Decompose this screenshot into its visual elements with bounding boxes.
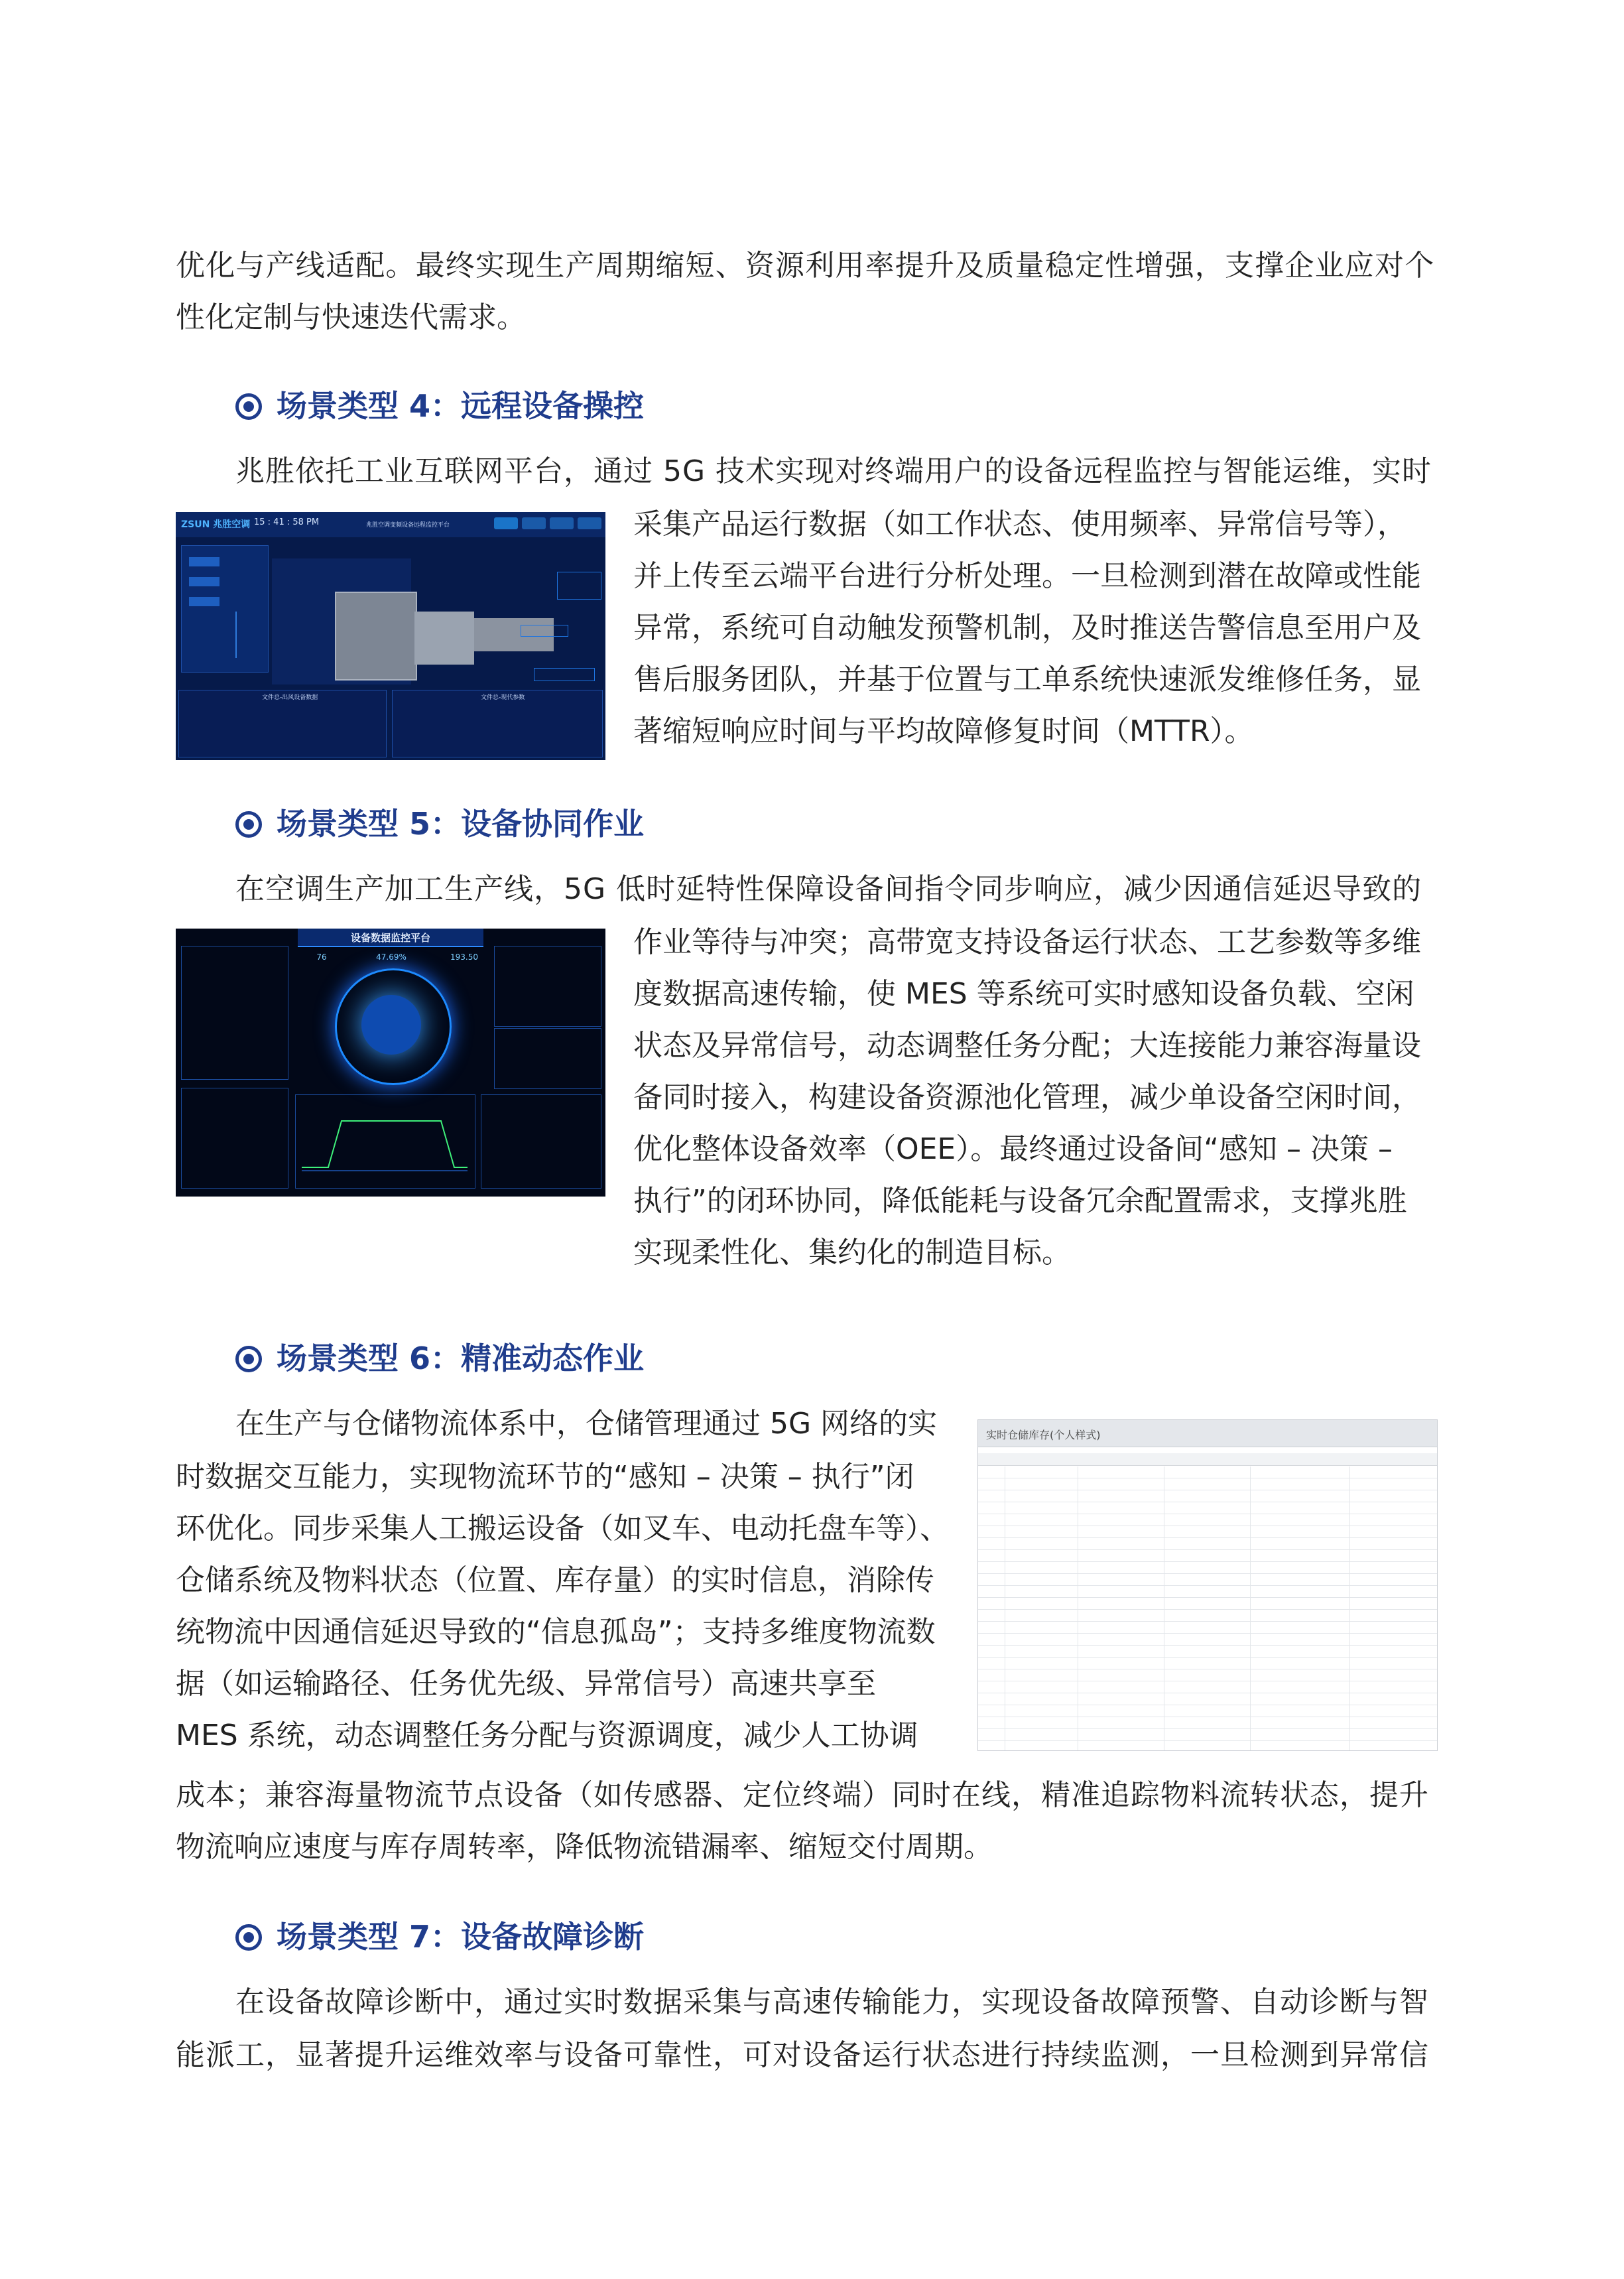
inventory-table-screenshot (977, 1419, 1438, 1751)
body-line: 状态及异常信号，动态调整任务分配；大连接能力兼容海量设 (633, 1029, 1421, 1063)
section-heading-7 (235, 1917, 644, 1957)
section-5-paragraph (633, 917, 1436, 1279)
body-line: 优化整体设备效率（OEE）。最终通过设备间“感知 – 决策 – (633, 1132, 1393, 1166)
column-divider (1349, 1466, 1350, 1750)
body-line: 度数据高速传输，使 MES 等系统可实时感知设备负载、空闲 (633, 977, 1414, 1011)
remote-monitoring-screenshot (176, 512, 605, 760)
info-tag (189, 597, 219, 606)
stat-value: 47.69% (376, 952, 406, 962)
header-button (550, 517, 574, 529)
body-line: 据（如运输路径、任务优先级、异常信号）高速共享至 (176, 1667, 876, 1701)
equipment-unit (414, 612, 474, 665)
platform-title: 设备数据监控平台 (350, 932, 430, 944)
stat-value: 76 (316, 952, 327, 962)
intro-line: 性化定制与快速迭代需求。 (176, 300, 526, 334)
header-button (494, 517, 518, 529)
header-button (522, 517, 546, 529)
section-4-paragraph (633, 499, 1436, 757)
section-6-tail (176, 1770, 1436, 1873)
intro-line: 优化与产线适配。最终实现生产周期缩短、资源利用率提升及质量稳定性增强，支撑企业应对个 (176, 249, 1435, 283)
body-line: 在设备故障诊断中，通过实时数据采集与高速传输能力，实现设备故障预警、自动诊断与智 (235, 1985, 1429, 2019)
series-line (302, 1121, 468, 1167)
bullet-circle-icon (235, 811, 262, 838)
right-top-panel (494, 946, 601, 1027)
info-tag (189, 557, 219, 566)
left-top-panel (181, 946, 288, 1080)
body-line: 成本；兼容海量物流节点设备（如传感器、定位终端）同时在线，精准追踪物料流转状态，提升 (176, 1778, 1429, 1812)
section-6-first-line (235, 1398, 965, 1450)
body-line: 时数据交互能力，实现物流环节的“感知 – 决策 – 执行”闭 (176, 1460, 914, 1494)
bottom-panel-right-title: 文件总-现代参数 (481, 694, 525, 701)
body-line: 售后服务团队，并基于位置与工单系统快速派发维修任务，显 (633, 663, 1421, 696)
header-button (578, 517, 601, 529)
bar-chart-panel (481, 1094, 601, 1189)
body-line: 执行”的闭环协同，降低能耗与设备冗余配置需求，支撑兆胜 (633, 1184, 1407, 1218)
section-heading-5 (235, 804, 644, 844)
body-line: 兆胜依托工业互联网平台，通过 5G 技术实现对终端用户的设备远程监控与智能运维，实时 (235, 454, 1432, 488)
bottom-panel-left-title: 文件总-出风设备数据 (262, 694, 318, 701)
section-7-first-line (235, 1977, 1436, 2028)
section-5-first-line (235, 864, 1436, 915)
heading-text: 场景类型 6：精准动态作业 (277, 1340, 645, 1376)
body-line: 在生产与仓储物流体系中，仓储管理通过 5G 网络的实 (235, 1407, 938, 1441)
info-tag (189, 577, 219, 586)
body-line: 著缩短响应时间与平均故障修复时间（MTTR）。 (633, 714, 1254, 748)
body-line: 并上传至云端平台进行分析处理。一旦检测到潜在故障或性能 (633, 559, 1421, 593)
body-line: 统物流中因通信延迟导致的“信息孤岛”；支持多维度物流数 (176, 1615, 936, 1649)
globe-core-icon (361, 995, 421, 1055)
body-line: 实现柔性化、集约化的制造目标。 (633, 1236, 1071, 1270)
brand-logo: ZSUN 兆胜空调 (181, 519, 251, 530)
bullet-circle-icon (235, 1924, 262, 1951)
body-line: MES 系统，动态调整任务分配与资源调度，减少人工协调 (176, 1719, 918, 1752)
column-divider (1250, 1466, 1251, 1750)
heading-text: 场景类型 4：远程设备操控 (277, 388, 645, 424)
body-line: 作业等待与冲突；高带宽支持设备运行状态、工艺参数等多维 (633, 925, 1421, 959)
intro-paragraph (176, 240, 1436, 344)
heading-text: 场景类型 5：设备协同作业 (277, 806, 645, 842)
left-bottom-panel (181, 1088, 288, 1189)
right-readout-box (557, 572, 601, 600)
device-monitoring-screenshot (176, 929, 605, 1197)
section-7-paragraph (176, 2030, 1436, 2081)
table-header (978, 1453, 1437, 1466)
right-readout-box (521, 625, 568, 637)
equipment-unit (335, 592, 417, 681)
stat-value: 193.50 (450, 952, 478, 962)
body-line: 物流响应速度与库存周转率，降低物流错漏率、缩短交付周期。 (176, 1830, 993, 1864)
section-heading-4 (235, 386, 644, 426)
right-middle-panel (494, 1028, 601, 1089)
section-6-paragraph (176, 1451, 965, 1762)
body-line: 仓储系统及物料状态（位置、库存量）的实时信息，消除传 (176, 1563, 934, 1597)
table-body (978, 1466, 1437, 1750)
body-line: 备同时接入，构建设备资源池化管理，减少单设备空闲时间， (633, 1080, 1421, 1114)
body-line: 环优化。同步采集人工搬运设备（如叉车、电动托盘车等）、 (176, 1512, 949, 1545)
line-chart-plot (302, 1108, 468, 1181)
table-title: 实时仓储库存(个人样式) (986, 1429, 1101, 1441)
section-4-first-line (235, 446, 1436, 497)
body-line: 采集产品运行数据（如工作状态、使用频率、异常信号等）， (633, 507, 1406, 541)
bullet-circle-icon (235, 393, 262, 420)
body-line: 能派工，显著提升运维效率与设备可靠性，可对设备运行状态进行持续监测，一旦检测到异常信 (176, 2038, 1429, 2072)
bullet-circle-icon (235, 1346, 262, 1372)
body-line: 异常，系统可自动触发预警机制，及时推送告警信息至用户及 (633, 611, 1421, 645)
data-column (235, 612, 263, 658)
heading-text: 场景类型 7：设备故障诊断 (277, 1919, 645, 1955)
section-heading-6 (235, 1338, 644, 1378)
clock-readout: 15 : 41 : 58 PM (254, 517, 320, 527)
right-readout-box (534, 668, 595, 681)
platform-title: 兆胜空调变频设备远程监控平台 (365, 522, 450, 529)
body-line: 在空调生产加工生产线，5G 低时延特性保障设备间指令同步响应，减少因通信延迟导致的 (235, 872, 1422, 906)
